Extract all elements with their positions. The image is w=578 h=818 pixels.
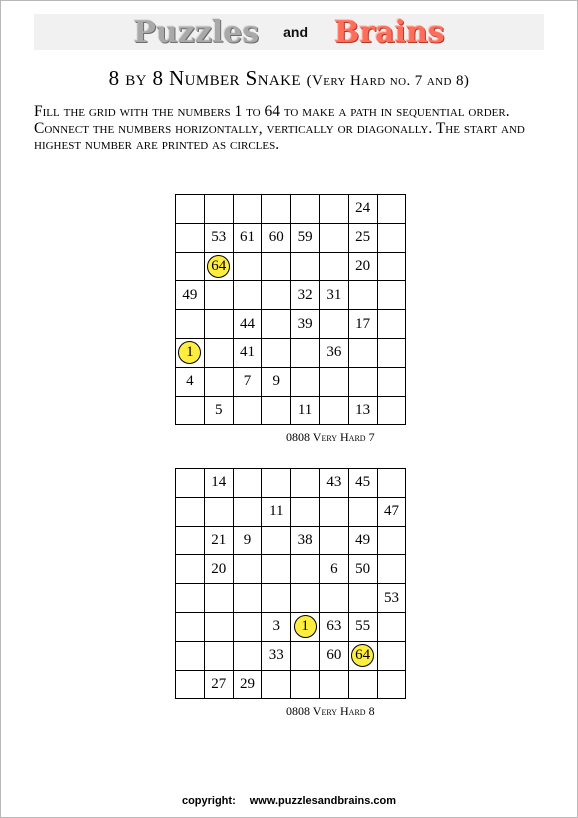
grid-cell[interactable]: 59: [291, 223, 320, 252]
grid-cell[interactable]: 24: [348, 195, 377, 224]
grid-cell[interactable]: [291, 584, 320, 613]
grid-cell[interactable]: [204, 338, 233, 367]
grid-row: [176, 338, 406, 367]
grid-cell[interactable]: 45: [348, 469, 377, 498]
title-subtitle: (Very Hard no. 7 and 8): [306, 73, 470, 89]
grid-cell[interactable]: 63: [319, 612, 348, 641]
grid-cell[interactable]: [319, 252, 348, 281]
grid-cell[interactable]: 32: [291, 281, 320, 310]
grid-cell[interactable]: [262, 584, 291, 613]
grid-row: [176, 670, 406, 699]
page-title: [0, 66, 578, 91]
grid-cell[interactable]: [377, 396, 406, 425]
grid-cell[interactable]: [233, 497, 262, 526]
puzzle-grid-very-hard-8: [175, 468, 406, 699]
grid-cell[interactable]: 25: [348, 223, 377, 252]
grid-cell[interactable]: 43: [319, 469, 348, 498]
grid-cell[interactable]: 5: [204, 396, 233, 425]
grid-cell[interactable]: 29: [233, 670, 262, 699]
grid-row: [176, 252, 406, 281]
copyright-url: www.puzzlesandbrains.com: [249, 795, 397, 807]
grid-cell[interactable]: [176, 338, 205, 367]
grid-cell[interactable]: [291, 195, 320, 224]
grid-cell[interactable]: 20: [204, 555, 233, 584]
grid-row: [176, 641, 406, 670]
grid-cell[interactable]: 50: [348, 555, 377, 584]
grid-cell[interactable]: 3: [262, 612, 291, 641]
grid-cell[interactable]: [319, 396, 348, 425]
grid-cell[interactable]: [176, 310, 205, 339]
grid-cell[interactable]: [319, 584, 348, 613]
grid-cell[interactable]: [233, 195, 262, 224]
grid-row: [176, 396, 406, 425]
grid-cell[interactable]: [348, 641, 377, 670]
grid-cell[interactable]: 53: [377, 584, 406, 613]
grid-cell[interactable]: [319, 670, 348, 699]
grid-cell[interactable]: 41: [233, 338, 262, 367]
grid-cell[interactable]: [377, 641, 406, 670]
grid-row: [176, 497, 406, 526]
grid-cell[interactable]: [204, 584, 233, 613]
grid-cell[interactable]: [233, 641, 262, 670]
grid-cell[interactable]: [176, 612, 205, 641]
instructions-text: Fill the grid with the numbers 1 to 64 to make a path in sequential order. Connect the numbers horizontally, vertically or diagonally. The start and highest number are printed as circles.: [34, 103, 525, 153]
grid-cell[interactable]: [233, 612, 262, 641]
grid-cell[interactable]: [291, 641, 320, 670]
grid-cell[interactable]: [262, 281, 291, 310]
grid-cell[interactable]: [262, 252, 291, 281]
grid-cell[interactable]: [233, 396, 262, 425]
grid-cell[interactable]: 7: [233, 367, 262, 396]
grid-cell[interactable]: [377, 310, 406, 339]
grid-cell[interactable]: [348, 584, 377, 613]
grid-cell[interactable]: [262, 310, 291, 339]
grid-cell[interactable]: [319, 195, 348, 224]
grid-cell[interactable]: [176, 555, 205, 584]
grid-cell[interactable]: 38: [291, 526, 320, 555]
grid-cell[interactable]: [204, 497, 233, 526]
grid-cell[interactable]: 14: [204, 469, 233, 498]
grid-cell[interactable]: [262, 195, 291, 224]
grid-cell[interactable]: [176, 670, 205, 699]
grid-cell[interactable]: 60: [262, 223, 291, 252]
grid-cell[interactable]: [176, 526, 205, 555]
grid-cell[interactable]: 44: [233, 310, 262, 339]
grid-cell[interactable]: [377, 338, 406, 367]
logo-puzzles-text: Puzzles: [133, 14, 260, 50]
grid-cell[interactable]: [377, 469, 406, 498]
grid-cell[interactable]: 60: [319, 641, 348, 670]
circled-number: 64: [351, 644, 374, 667]
grid-cell[interactable]: [204, 612, 233, 641]
site-logo-banner: [34, 14, 544, 50]
grid-cell[interactable]: 31: [319, 281, 348, 310]
grid-cell[interactable]: [319, 526, 348, 555]
grid-cell[interactable]: [204, 641, 233, 670]
grid-cell[interactable]: [176, 469, 205, 498]
logo-brains-text: Brains: [334, 14, 445, 50]
grid-cell[interactable]: 13: [348, 396, 377, 425]
grid-cell[interactable]: [377, 252, 406, 281]
grid-cell[interactable]: 47: [377, 497, 406, 526]
grid-cell[interactable]: [348, 338, 377, 367]
grid-cell[interactable]: [291, 670, 320, 699]
grid-row: [176, 555, 406, 584]
grid-cell[interactable]: [176, 497, 205, 526]
grid-cell[interactable]: 27: [204, 670, 233, 699]
grid-cell[interactable]: [319, 223, 348, 252]
grid-cell[interactable]: [204, 367, 233, 396]
grid-row: [176, 310, 406, 339]
grid-cell[interactable]: [348, 281, 377, 310]
grid-row: [176, 367, 406, 396]
puzzle-label-very-hard-7: 0808 Very Hard 7: [286, 430, 375, 444]
grid-cell[interactable]: [176, 223, 205, 252]
grid-row: [176, 281, 406, 310]
grid-cell[interactable]: [291, 367, 320, 396]
grid-row: [176, 612, 406, 641]
grid-cell[interactable]: 36: [319, 338, 348, 367]
grid-cell[interactable]: [377, 223, 406, 252]
grid-cell[interactable]: [291, 612, 320, 641]
grid-cell[interactable]: [377, 526, 406, 555]
puzzle-grid-very-hard-7: [175, 194, 406, 425]
grid-cell[interactable]: [262, 670, 291, 699]
grid-cell[interactable]: [348, 367, 377, 396]
grid-cell[interactable]: [291, 555, 320, 584]
grid-cell[interactable]: [176, 584, 205, 613]
grid-cell[interactable]: [319, 310, 348, 339]
grid-cell[interactable]: [377, 612, 406, 641]
grid-cell[interactable]: [377, 555, 406, 584]
grid-row: [176, 469, 406, 498]
grid-cell[interactable]: [377, 281, 406, 310]
grid-row: [176, 584, 406, 613]
grid-cell[interactable]: [377, 367, 406, 396]
grid-cell[interactable]: [348, 497, 377, 526]
grid-cell[interactable]: 20: [348, 252, 377, 281]
puzzle-label-very-hard-8: 0808 Very Hard 8: [286, 704, 375, 718]
grid-cell[interactable]: 4: [176, 367, 205, 396]
grid-cell[interactable]: [176, 396, 205, 425]
grid-cell[interactable]: [233, 281, 262, 310]
grid-cell[interactable]: [262, 526, 291, 555]
circled-number: 64: [207, 255, 230, 278]
grid-cell[interactable]: 11: [291, 396, 320, 425]
grid-cell[interactable]: [377, 195, 406, 224]
grid-cell[interactable]: [204, 281, 233, 310]
grid-cell[interactable]: 49: [176, 281, 205, 310]
grid-cell[interactable]: 9: [262, 367, 291, 396]
grid-cell[interactable]: 21: [204, 526, 233, 555]
grid-row: [176, 526, 406, 555]
circled-number: 1: [178, 341, 201, 364]
grid-cell[interactable]: [262, 555, 291, 584]
grid-row: [176, 195, 406, 224]
grid-cell[interactable]: [319, 497, 348, 526]
grid-cell[interactable]: [204, 310, 233, 339]
title-main: 8 by 8 Number Snake: [108, 66, 301, 90]
copyright-label: copyright:: [181, 795, 236, 807]
grid-cell[interactable]: 39: [291, 310, 320, 339]
copyright-footer: [0, 795, 578, 807]
grid-cell[interactable]: [291, 252, 320, 281]
logo-and-text: and: [283, 24, 308, 40]
grid-cell[interactable]: [176, 252, 205, 281]
grid-cell[interactable]: 6: [319, 555, 348, 584]
grid-cell[interactable]: [233, 584, 262, 613]
grid-cell[interactable]: [262, 396, 291, 425]
grid-cell[interactable]: [319, 367, 348, 396]
grid-cell[interactable]: [291, 338, 320, 367]
grid-cell[interactable]: [233, 469, 262, 498]
grid-cell[interactable]: [204, 195, 233, 224]
grid-cell[interactable]: [176, 195, 205, 224]
grid-cell[interactable]: 55: [348, 612, 377, 641]
grid-cell[interactable]: 49: [348, 526, 377, 555]
grid-cell[interactable]: [233, 555, 262, 584]
grid-cell[interactable]: 9: [233, 526, 262, 555]
grid-cell[interactable]: [204, 252, 233, 281]
circled-number: 1: [294, 615, 317, 638]
grid-cell[interactable]: [291, 497, 320, 526]
grid-cell[interactable]: [291, 469, 320, 498]
grid-cell[interactable]: 11: [262, 497, 291, 526]
grid-cell[interactable]: 17: [348, 310, 377, 339]
grid-cell[interactable]: 33: [262, 641, 291, 670]
grid-row: [176, 223, 406, 252]
grid-cell[interactable]: 61: [233, 223, 262, 252]
grid-cell[interactable]: [377, 670, 406, 699]
grid-cell[interactable]: [176, 641, 205, 670]
grid-cell[interactable]: 53: [204, 223, 233, 252]
grid-cell[interactable]: [262, 469, 291, 498]
grid-cell[interactable]: [348, 670, 377, 699]
grid-cell[interactable]: [233, 252, 262, 281]
grid-cell[interactable]: [262, 338, 291, 367]
